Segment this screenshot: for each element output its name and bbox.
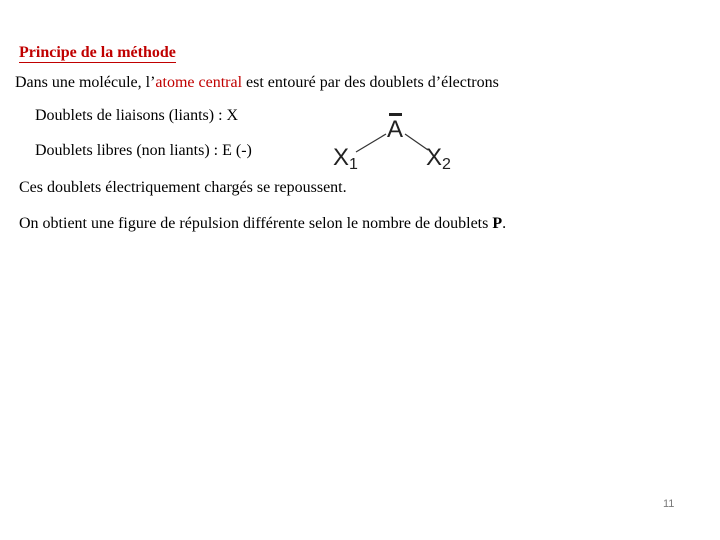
ligand-x1-index: 1 bbox=[349, 156, 358, 173]
figure-statement-text: On obtient une figure de répulsion différente selon le nombre de doublets bbox=[19, 215, 493, 232]
central-atom-symbol: A bbox=[387, 116, 404, 143]
ligand-x1 bbox=[333, 146, 358, 177]
lone-pairs-line: Doublets libres (non liants) : E (-) bbox=[35, 142, 252, 159]
page-number: 11 bbox=[663, 498, 675, 510]
ligand-x1-symbol: X bbox=[333, 144, 350, 171]
repulsion-statement: Ces doublets électriquement chargés se repoussent. bbox=[19, 179, 347, 196]
bond-a-x2 bbox=[405, 134, 428, 150]
ligand-x2-index: 2 bbox=[442, 156, 451, 173]
ligand-x2 bbox=[426, 146, 451, 177]
central-atom-highlight: atome central bbox=[155, 74, 243, 91]
figure-statement-p: P bbox=[492, 215, 503, 232]
bond-a-x1 bbox=[356, 134, 386, 152]
figure-statement-end: . bbox=[502, 215, 507, 232]
slide-title: Principe de la méthode bbox=[19, 44, 176, 61]
bonding-pairs-line: Doublets de liaisons (liants) : X bbox=[35, 107, 239, 124]
figure-statement bbox=[19, 214, 506, 234]
intro-text-start: Dans une molécule, l’ bbox=[15, 74, 156, 91]
intro-text-end: est entouré par des doublets d’électrons bbox=[242, 74, 499, 91]
molecule-diagram bbox=[330, 104, 470, 176]
ligand-x2-symbol: X bbox=[426, 144, 443, 171]
intro-sentence bbox=[15, 73, 499, 93]
